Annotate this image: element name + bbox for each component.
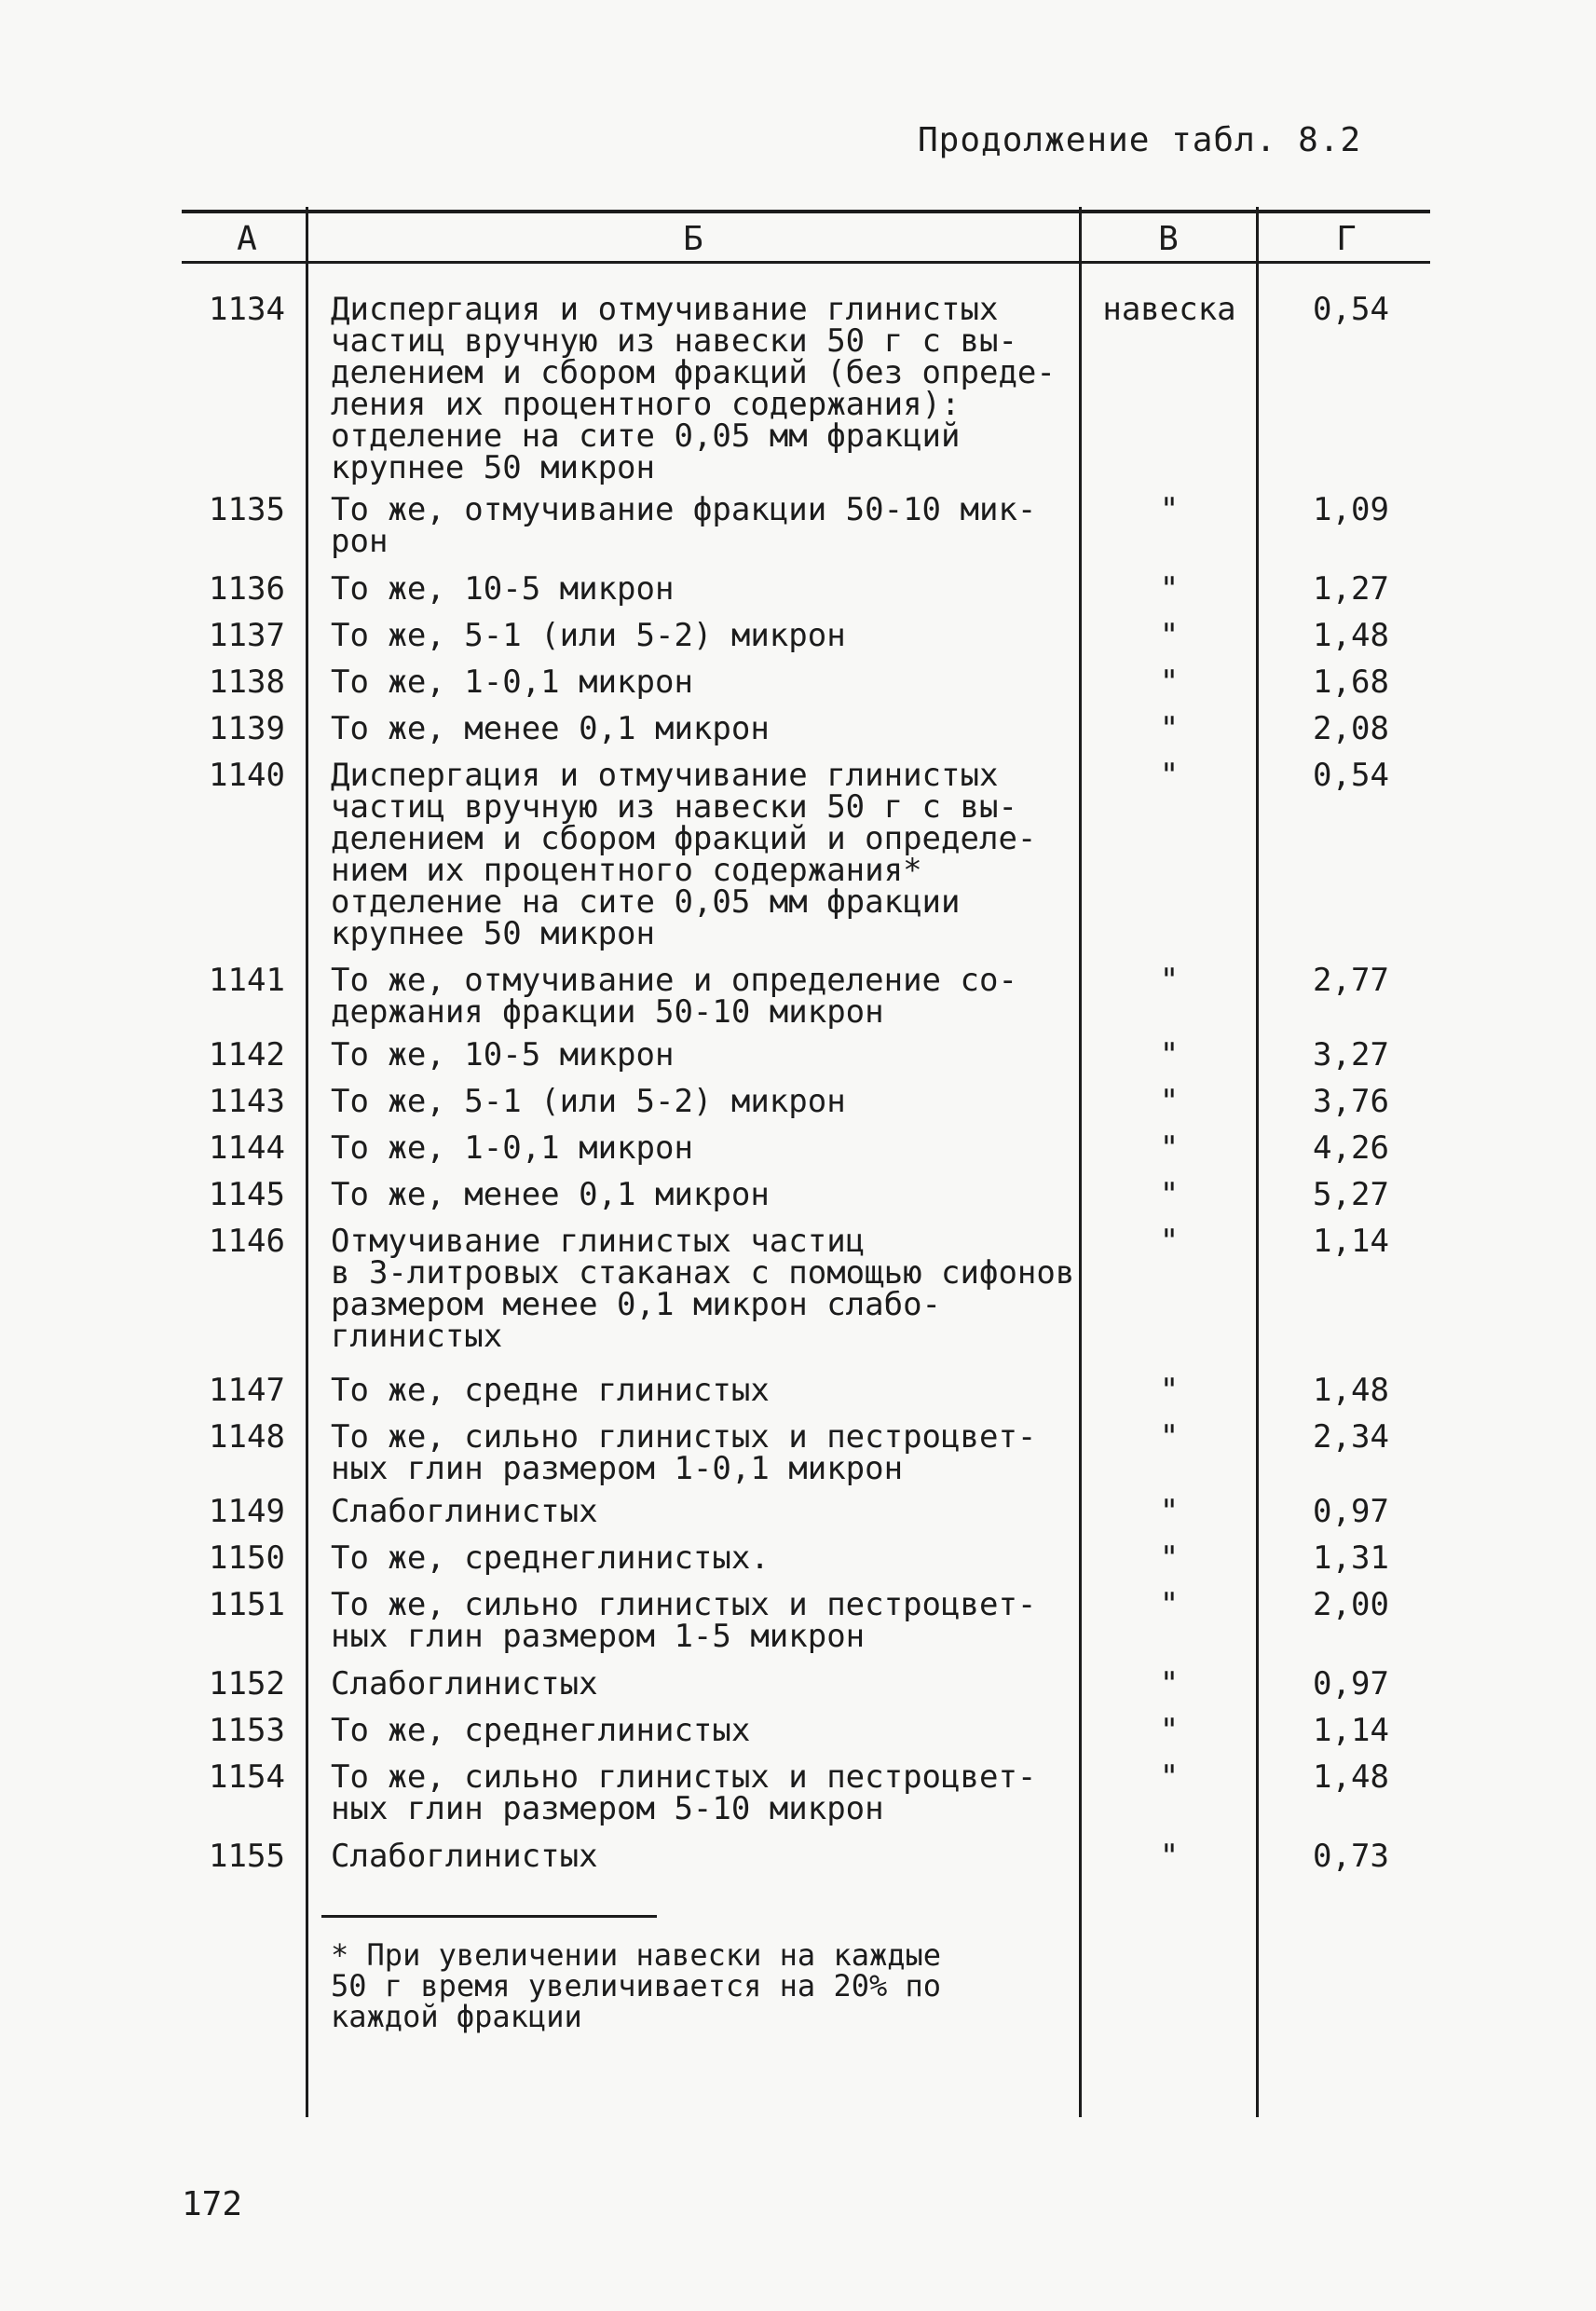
row-description: То же, 1-0,1 микрон — [331, 1129, 693, 1167]
row-code: 1151 — [209, 1586, 285, 1623]
row-value: 0,97 — [1313, 1493, 1389, 1530]
row-unit: " — [1159, 1586, 1180, 1623]
table-top-rule — [182, 210, 1430, 213]
header-code: А — [237, 220, 257, 258]
header-unit: В — [1158, 220, 1179, 258]
row-unit: " — [1159, 663, 1180, 701]
row-unit: " — [1159, 1838, 1180, 1875]
row-value: 1,27 — [1313, 570, 1389, 608]
row-description: То же, сильно глинистых и пестроцвет- ных глин размером 5-10 микрон — [331, 1758, 1037, 1827]
row-unit: " — [1159, 1129, 1180, 1167]
row-code: 1136 — [209, 570, 285, 608]
row-description: То же, 5-1 (или 5-2) микрон — [331, 1083, 846, 1120]
row-value: 5,27 — [1313, 1176, 1389, 1213]
row-value: 1,09 — [1313, 491, 1389, 528]
page-number: 172 — [182, 2185, 243, 2223]
row-description: То же, отмучивание фракции 50-10 мик- рон — [331, 491, 1037, 560]
row-description: То же, 10-5 микрон — [331, 1036, 675, 1073]
row-value: 0,54 — [1313, 757, 1389, 794]
row-unit: " — [1159, 491, 1180, 528]
row-description: Слабоглинистых — [331, 1493, 598, 1530]
row-code: 1139 — [209, 710, 285, 747]
row-unit: " — [1159, 757, 1180, 794]
table-caption: Продолжение табл. 8.2 — [918, 121, 1362, 159]
row-code: 1145 — [209, 1176, 285, 1213]
row-value: 1,14 — [1313, 1712, 1389, 1749]
row-unit: " — [1159, 617, 1180, 654]
row-unit: " — [1159, 1758, 1180, 1796]
footnote-rule — [321, 1915, 657, 1918]
header-value: Г — [1336, 220, 1357, 258]
row-description: То же, средне глинистых — [331, 1372, 770, 1409]
row-unit: " — [1159, 1036, 1180, 1073]
row-code: 1155 — [209, 1838, 285, 1875]
row-value: 2,77 — [1313, 962, 1389, 999]
row-unit: " — [1159, 1665, 1180, 1702]
row-code: 1149 — [209, 1493, 285, 1530]
row-description: То же, 1-0,1 микрон — [331, 663, 693, 701]
row-code: 1142 — [209, 1036, 285, 1073]
row-value: 2,08 — [1313, 710, 1389, 747]
row-code: 1135 — [209, 491, 285, 528]
row-code: 1143 — [209, 1083, 285, 1120]
row-unit: " — [1159, 1223, 1180, 1260]
header-description: Б — [683, 220, 703, 258]
row-code: 1141 — [209, 962, 285, 999]
row-code: 1144 — [209, 1129, 285, 1167]
row-value: 0,54 — [1313, 291, 1389, 328]
row-unit: " — [1159, 1493, 1180, 1530]
row-code: 1150 — [209, 1539, 285, 1577]
row-description: То же, 5-1 (или 5-2) микрон — [331, 617, 846, 654]
row-value: 4,26 — [1313, 1129, 1389, 1167]
row-description: То же, 10-5 микрон — [331, 570, 675, 608]
row-value: 2,00 — [1313, 1586, 1389, 1623]
row-description: То же, менее 0,1 микрон — [331, 1176, 770, 1213]
row-value: 1,14 — [1313, 1223, 1389, 1260]
row-description: То же, менее 0,1 микрон — [331, 710, 770, 747]
row-description: То же, сильно глинистых и пестроцвет- ных глин размером 1-5 микрон — [331, 1586, 1037, 1655]
row-description: Диспергация и отмучивание глинистых частиц вручную из навески 50 г с вы- делением и сбором фракций и определе- нием их процентного содержания* отделение на сите 0,05 мм фракции крупнее 50 микрон — [331, 757, 1037, 952]
row-unit: навеска — [1102, 291, 1236, 328]
row-description: То же, сильно глинистых и пестроцвет- ных глин размером 1-0,1 микрон — [331, 1418, 1037, 1487]
row-value: 2,34 — [1313, 1418, 1389, 1456]
column-divider-3 — [1256, 207, 1259, 2117]
row-description: То же, среднеглинистых. — [331, 1539, 770, 1577]
row-unit: " — [1159, 1083, 1180, 1120]
column-divider-2 — [1079, 207, 1082, 2117]
row-unit: " — [1159, 570, 1180, 608]
row-unit: " — [1159, 1176, 1180, 1213]
row-unit: " — [1159, 1712, 1180, 1749]
row-description: Слабоглинистых — [331, 1838, 598, 1875]
row-unit: " — [1159, 962, 1180, 999]
row-value: 1,48 — [1313, 617, 1389, 654]
header-bottom-rule — [182, 261, 1430, 264]
row-value: 0,97 — [1313, 1665, 1389, 1702]
row-value: 1,68 — [1313, 663, 1389, 701]
row-code: 1148 — [209, 1418, 285, 1456]
row-code: 1152 — [209, 1665, 285, 1702]
row-description: Слабоглинистых — [331, 1665, 598, 1702]
row-code: 1154 — [209, 1758, 285, 1796]
row-value: 3,76 — [1313, 1083, 1389, 1120]
row-code: 1138 — [209, 663, 285, 701]
row-unit: " — [1159, 1539, 1180, 1577]
row-description: Диспергация и отмучивание глинистых частиц вручную из навески 50 г с вы- делением и сбором фракций (без опреде- ления их процентного содержания): отделение на сите 0,05 мм фракций крупнее 50 микрон — [331, 291, 1056, 486]
row-value: 0,73 — [1313, 1838, 1389, 1875]
row-value: 1,48 — [1313, 1758, 1389, 1796]
row-description: То же, среднеглинистых — [331, 1712, 751, 1749]
row-code: 1137 — [209, 617, 285, 654]
row-description: То же, отмучивание и определение со- держания фракции 50-10 микрон — [331, 962, 1017, 1031]
footnote: * При увеличении навески на каждые 50 г время увеличивается на 20% по каждой фракции — [331, 1937, 942, 2034]
row-code: 1134 — [209, 291, 285, 328]
row-unit: " — [1159, 710, 1180, 747]
row-value: 1,48 — [1313, 1372, 1389, 1409]
row-code: 1153 — [209, 1712, 285, 1749]
row-code: 1146 — [209, 1223, 285, 1260]
row-unit: " — [1159, 1372, 1180, 1409]
row-value: 1,31 — [1313, 1539, 1389, 1577]
row-code: 1147 — [209, 1372, 285, 1409]
row-value: 3,27 — [1313, 1036, 1389, 1073]
row-code: 1140 — [209, 757, 285, 794]
row-unit: " — [1159, 1418, 1180, 1456]
row-description: Отмучивание глинистых частиц в 3-литровых стаканах с помощью сифонов размером менее 0,1 микрон слабо- глинистых — [331, 1223, 1075, 1355]
